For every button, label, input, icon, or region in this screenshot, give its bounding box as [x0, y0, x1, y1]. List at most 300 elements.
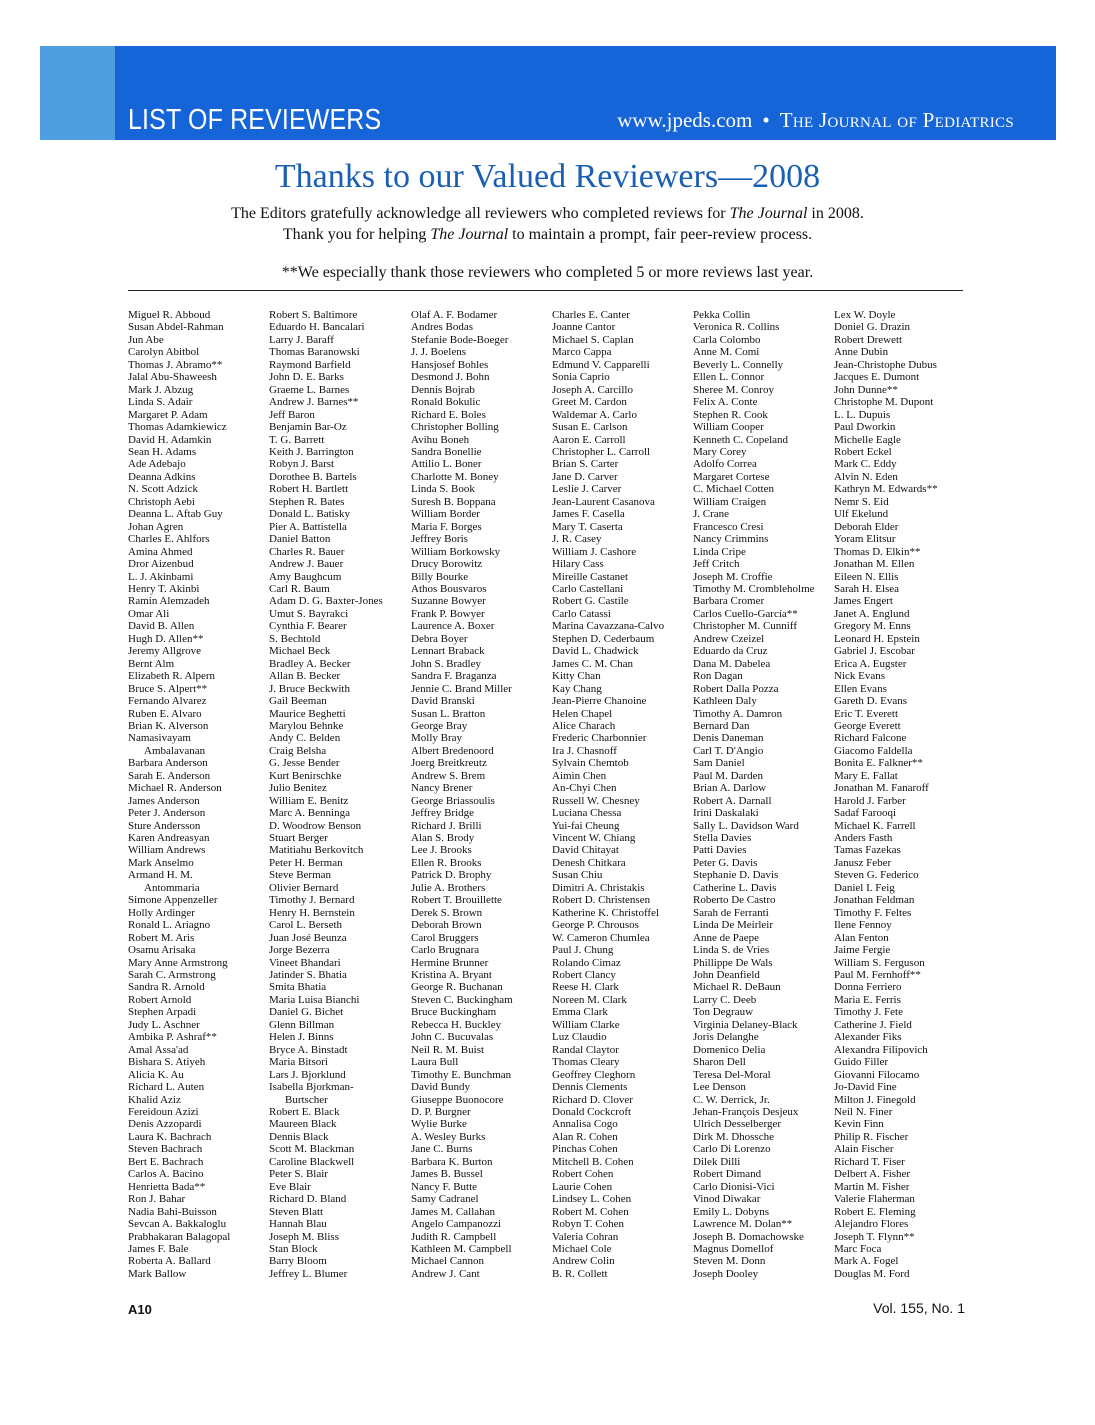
reviewer-name: Sandra Bonellie: [411, 445, 482, 458]
reviewer-name: Jo-David Fine: [834, 1081, 897, 1094]
reviewer-name: Mark J. Abzug: [128, 383, 194, 396]
reviewer-name: Andrew S. Brem: [411, 769, 486, 782]
reviewer-name: Kathryn M. Edwards**: [834, 483, 938, 496]
reviewer-name: Eduardo H. Bancalari: [269, 321, 365, 334]
reviewer-name: Carla Colombo: [693, 333, 761, 346]
reviewer-name: George Everett: [834, 719, 901, 732]
reviewer-name: J. Bruce Beckwith: [269, 682, 350, 695]
reviewer-name: Osamu Arisaka: [128, 944, 196, 957]
reviewer-name: Maureen Black: [269, 1118, 337, 1131]
reviewer-name: Sarah C. Armstrong: [128, 969, 216, 982]
reviewer-name: Jean-Laurent Casanova: [552, 495, 655, 508]
website-link[interactable]: www.jpeds.com: [617, 108, 753, 132]
reviewer-name: Jalal Abu-Shaweesh: [128, 371, 217, 384]
reviewer-name: Laura K. Bachrach: [128, 1130, 212, 1143]
reviewer-name: Peter G. Davis: [693, 856, 758, 869]
reviewer-name: Denis Azzopardi: [128, 1118, 202, 1131]
reviewer-name: Robert M. Cohen: [552, 1205, 629, 1218]
reviewer-name: William J. Cashore: [552, 545, 637, 558]
reviewer-name: Benjamin Bar-Oz: [269, 421, 347, 434]
reviewer-name: Alan S. Brody: [411, 832, 475, 845]
reviewer-name: Barbara K. Burton: [411, 1155, 493, 1168]
reviewer-name: Annalisa Cogo: [552, 1118, 618, 1131]
reviewer-name: Allan B. Becker: [269, 670, 341, 683]
reviewer-name: Yui-fai Cheung: [552, 819, 620, 832]
reviewer-name: Timothy E. Bunchman: [411, 1068, 512, 1081]
reviewer-name: Sarah H. Elsea: [834, 582, 900, 595]
reviewer-name: Deborah Elder: [834, 520, 899, 533]
reviewer-name: Graeme L. Barnes: [269, 383, 350, 396]
reviewer-name: Ellen L. Connor: [693, 371, 765, 384]
reviewer-name: Donald L. Batisky: [269, 508, 350, 521]
reviewer-name: Sarah E. Anderson: [128, 769, 211, 782]
reviewer-name: Stephen Arpadi: [128, 1006, 197, 1019]
reviewer-name: Mitchell B. Cohen: [552, 1155, 634, 1168]
reviewer-name: Christopher Bolling: [411, 421, 499, 434]
reviewer-name: Lindsey L. Cohen: [552, 1193, 632, 1206]
reviewer-name: Carlos A. Bacino: [128, 1168, 204, 1181]
reviewer-name: Kathleen Daly: [693, 695, 757, 708]
reviewer-name: Antommaria: [144, 881, 200, 894]
reviewer-name: Rebecca H. Buckley: [411, 1018, 502, 1031]
reviewer-name: Christoph Aebi: [128, 495, 195, 508]
reviewer-name: Eve Blair: [269, 1180, 311, 1193]
reviewer-name: Adam D. G. Baxter-Jones: [269, 595, 383, 608]
reviewer-name: Russell W. Chesney: [552, 794, 640, 807]
reviewer-name: Alejandro Flores: [834, 1218, 909, 1231]
reviewer-name: Barbara Cromer: [693, 595, 765, 608]
reviewer-name: Jonathan Feldman: [834, 894, 915, 907]
reviewer-name: Geoffrey Cleghorn: [552, 1068, 636, 1081]
reviewer-name: Neil R. M. Buist: [411, 1043, 485, 1056]
reviewer-name: Philip R. Fischer: [834, 1130, 909, 1143]
reviewer-name: Anders Fasth: [834, 832, 893, 845]
reviewer-name: Randal Claytor: [552, 1043, 619, 1056]
reviewer-name: Martin M. Fisher: [834, 1180, 910, 1193]
reviewer-name: Christopher M. Cunniff: [693, 620, 797, 633]
reviewer-name: Alexandra Filipovich: [834, 1043, 928, 1056]
reviewer-name: Jean-Pierre Chanoine: [552, 695, 647, 708]
reviewer-name: Ira J. Chasnoff: [552, 744, 617, 757]
reviewer-name: Jatinder S. Bhatia: [269, 969, 347, 982]
reviewer-name: Virginia Delaney-Black: [693, 1018, 798, 1031]
reviewer-name: Harold J. Farber: [834, 794, 906, 807]
reviewer-name: Robert Clancy: [552, 969, 616, 982]
reviewer-name: Andres Bodas: [411, 321, 474, 334]
reviewer-name: Luz Claudio: [552, 1031, 607, 1044]
reviewer-name: Ulf Ekelund: [834, 508, 889, 521]
reviewer-name: Robert G. Castile: [552, 595, 629, 608]
reviewer-column-5: [693, 309, 838, 1280]
reviewer-name: Denesh Chitkara: [552, 856, 626, 869]
reviewer-name: Anne M. Comi: [693, 346, 760, 359]
reviewer-name: Richard D. Clover: [552, 1093, 633, 1106]
reviewer-name: Dror Aizenbud: [128, 558, 194, 571]
reviewer-name: Samy Cadranel: [411, 1193, 479, 1206]
reviewer-name: Julie A. Brothers: [411, 881, 486, 894]
reviewer-name: Timothy A. Damron: [693, 707, 783, 720]
reviewer-name: Richard T. Fiser: [834, 1155, 905, 1168]
reviewer-name: Scott M. Blackman: [269, 1143, 355, 1156]
reviewer-name: Ron Dagan: [693, 670, 743, 683]
reviewer-name: J. R. Casey: [552, 533, 602, 546]
reviewer-name: Noreen M. Clark: [552, 993, 627, 1006]
reviewer-name: Deanna L. Aftab Guy: [128, 508, 223, 521]
reviewer-name: Dennis Black: [269, 1130, 329, 1143]
reviewer-name: Carl R. Baum: [269, 582, 330, 595]
reviewer-name: Charlotte M. Boney: [411, 470, 499, 483]
reviewer-name: Mary Corey: [693, 445, 747, 458]
reviewer-name: Steven C. Buckingham: [411, 993, 513, 1006]
header-tab-accent: [40, 46, 115, 140]
reviewer-name: Andrew J. Bauer: [269, 558, 344, 571]
reviewer-name: Linda S. de Vries: [693, 944, 770, 957]
reviewer-name: George R. Buchanan: [411, 981, 503, 994]
reviewer-name: Andy C. Belden: [269, 732, 341, 745]
reviewer-name: Avihu Boneh: [411, 433, 470, 446]
reviewer-name: Sonia Caprio: [552, 371, 610, 384]
reviewer-name: Donna Ferriero: [834, 981, 902, 994]
reviewer-name: William Cooper: [693, 421, 764, 434]
reviewer-name: George P. Chrousos: [552, 919, 639, 932]
reviewer-name: Pier A. Battistella: [269, 520, 347, 533]
reviewer-name: Namasivayam: [128, 732, 191, 745]
reviewer-name: Phillippe De Wals: [693, 956, 773, 969]
reviewer-name: Deborah Brown: [411, 919, 482, 932]
reviewer-name: Larry J. Baraff: [269, 333, 334, 346]
reviewer-name: Sally L. Davidson Ward: [693, 819, 799, 832]
reviewer-name: Christopher L. Carroll: [552, 445, 651, 458]
reviewer-name: James B. Bussel: [411, 1168, 483, 1181]
reviewer-name: Ellen Evans: [834, 682, 887, 695]
reviewer-name: Hilary Cass: [552, 558, 604, 571]
reviewer-name: Pekka Collin: [693, 309, 751, 321]
reviewer-name: Charles E. Canter: [552, 309, 630, 321]
reviewer-name: Laurence A. Boxer: [411, 620, 495, 633]
reviewer-name: Sean H. Adams: [128, 445, 197, 458]
reviewer-name: David Branski: [411, 695, 475, 708]
reviewer-name: Ron J. Bahar: [128, 1193, 186, 1206]
reviewer-name: Gabriel J. Escobar: [834, 645, 915, 658]
reviewer-name: L. J. Akinbami: [128, 570, 194, 583]
reviewer-name: Richard D. Bland: [269, 1193, 347, 1206]
reviewer-name: Felix A. Conte: [693, 396, 758, 409]
reviewer-name: Michael K. Farrell: [834, 819, 916, 832]
reviewer-name: Aimin Chen: [552, 769, 607, 782]
reviewer-name: Alvin N. Eden: [834, 470, 898, 483]
reviewer-name: Michael Beck: [269, 645, 331, 658]
reviewer-name: Robert E. Fleming: [834, 1205, 916, 1218]
reviewer-name: Sylvain Chemtob: [552, 757, 629, 770]
reviewer-name: Michael R. Anderson: [128, 782, 222, 795]
reviewer-name: Derek S. Brown: [411, 906, 483, 919]
reviewer-name: Julio Benitez: [269, 782, 327, 795]
reviewer-name: Dana M. Dabelea: [693, 657, 771, 670]
reviewer-name: Douglas M. Ford: [834, 1267, 910, 1280]
reviewer-name: Mary E. Fallat: [834, 769, 898, 782]
reviewer-name: Smita Bhatia: [269, 981, 327, 994]
reviewer-name: Andrew J. Cant: [411, 1267, 480, 1280]
reviewer-name: Jeff Critch: [693, 558, 740, 571]
reviewer-name: Peter S. Blair: [269, 1168, 328, 1181]
reviewer-name: Margaret P. Adam: [128, 408, 208, 421]
reviewer-name: Debra Boyer: [411, 632, 468, 645]
reviewer-name: Greet M. Cardon: [552, 396, 627, 409]
reviewer-name: Maria E. Ferris: [834, 993, 901, 1006]
reviewer-name: Lee J. Brooks: [411, 844, 472, 857]
reviewer-name: Thomas J. Abramo**: [128, 358, 223, 371]
reviewer-name: Kay Chang: [552, 682, 602, 695]
reviewer-name: C. W. Derrick, Jr.: [693, 1093, 770, 1106]
separator-dot: •: [762, 108, 770, 132]
reviewer-name: Tamas Fazekas: [834, 844, 901, 857]
reviewer-name: Giovanni Filocamo: [834, 1068, 920, 1081]
reviewer-name: William Andrews: [128, 844, 206, 857]
reviewer-name: John Deanfield: [693, 969, 760, 982]
reviewer-name: Richard Falcone: [834, 732, 907, 745]
reviewer-name: Stefanie Bode-Boeger: [411, 333, 509, 346]
reviewer-name: Edmund V. Capparelli: [552, 358, 650, 371]
reviewer-name: Magnus Domellof: [693, 1242, 774, 1255]
reviewer-name: Jane D. Carver: [552, 470, 618, 483]
reviewer-name: Mark C. Eddy: [834, 458, 897, 471]
reviewer-name: James F. Casella: [552, 508, 625, 521]
reviewer-name: Stephen R. Cook: [693, 408, 768, 421]
reviewer-name: David Bundy: [411, 1081, 470, 1094]
reviewer-name: Joerg Breitkreutz: [411, 757, 487, 770]
reviewer-name: Charles R. Bauer: [269, 545, 345, 558]
reviewer-name: Henry T. Akinbi: [128, 582, 200, 595]
reviewer-name: Marco Cappa: [552, 346, 612, 359]
reviewer-name: Albert Bredenoord: [411, 744, 494, 757]
reviewer-name: Pinchas Cohen: [552, 1143, 618, 1156]
reviewer-name: Bruce S. Alpert**: [128, 682, 208, 695]
reviewer-name: Ambalavanan: [144, 744, 206, 757]
reviewer-name: Carolyn Abitbol: [128, 346, 200, 359]
reviewer-name: William Clarke: [552, 1018, 620, 1031]
reviewer-name: Ronald Bokulic: [411, 396, 481, 409]
reviewer-name: Carlos Cuello-García**: [693, 607, 798, 620]
reviewer-name: Robert H. Bartlett: [269, 483, 349, 496]
reviewer-name: Stephen R. Bates: [269, 495, 345, 508]
reviewer-name: Lee Denson: [693, 1081, 746, 1094]
reviewer-name: Mireille Castanet: [552, 570, 629, 583]
reviewer-name: Nemr S. Eid: [834, 495, 889, 508]
reviewer-name: Thomas Baranowski: [269, 346, 360, 359]
reviewer-name: Nancy F. Butte: [411, 1180, 478, 1193]
reviewer-name: Omar Ali: [128, 607, 170, 620]
reviewer-name: Joseph M. Bliss: [269, 1230, 339, 1243]
header-journal-info: [617, 108, 1014, 133]
reviewer-name: Caroline Blackwell: [269, 1155, 355, 1168]
reviewer-name: Wylie Burke: [411, 1118, 467, 1131]
reviewer-name: Olivier Bernard: [269, 881, 339, 894]
reviewer-name: Carlo Brugnara: [411, 944, 480, 957]
reviewer-column-1: [128, 309, 273, 1280]
reviewer-name: Domenico Delia: [693, 1043, 766, 1056]
reviewer-name: John C. Bucuvalas: [411, 1031, 494, 1044]
reviewer-name: Larry C. Deeb: [693, 993, 757, 1006]
reviewer-name: Hermine Brunner: [411, 956, 489, 969]
reviewer-name: Sture Andersson: [128, 819, 201, 832]
reviewer-name: Maria Luisa Bianchi: [269, 993, 360, 1006]
reviewer-name: Milton J. Finegold: [834, 1093, 916, 1106]
reviewer-name: Emily L. Dobyns: [693, 1205, 770, 1218]
section-label: LIST OF REVIEWERS: [128, 104, 382, 136]
reviewer-name: Giuseppe Buonocore: [411, 1093, 504, 1106]
reviewer-name: William Border: [411, 508, 480, 521]
reviewer-name: Jonathan M. Ellen: [834, 558, 915, 571]
reviewer-name: Alan R. Cohen: [552, 1130, 618, 1143]
reviewer-name: Vinod Diwakar: [693, 1193, 761, 1206]
reviewer-name: Bishara S. Atiyeh: [128, 1056, 206, 1069]
reviewer-name: Janusz Feber: [834, 856, 892, 869]
reviewer-name: Peter J. Anderson: [128, 807, 206, 820]
reviewer-name: C. Michael Cotten: [693, 483, 774, 496]
reviewer-name: Raymond Barfield: [269, 358, 351, 371]
reviewer-name: Kathleen M. Campbell: [411, 1242, 512, 1255]
reviewer-name: Michael Cole: [552, 1242, 612, 1255]
reviewer-name: Joris Delanghe: [693, 1031, 759, 1044]
reviewer-name: Robert Drewett: [834, 333, 903, 346]
reviewer-name: Sam Daniel: [693, 757, 745, 770]
reviewer-name: Robert T. Brouillette: [411, 894, 502, 907]
reviewer-name: Timothy J. Fete: [834, 1006, 903, 1019]
reviewer-name: Michael S. Caplan: [552, 333, 634, 346]
reviewer-name: Frederic Charbonnier: [552, 732, 647, 745]
reviewer-name: Burtscher: [285, 1093, 328, 1106]
reviewer-name: Laurie Cohen: [552, 1180, 613, 1193]
reviewer-name: Anne Dubin: [834, 346, 889, 359]
reviewer-name: Catherine L. Davis: [693, 881, 777, 894]
reviewer-name: Carlo Dionisi-Vici: [693, 1180, 775, 1193]
reviewer-name: Attilio L. Boner: [411, 458, 482, 471]
reviewer-name: Robert Dalla Pozza: [693, 682, 779, 695]
reviewer-name: Barry Bloom: [269, 1255, 327, 1268]
reviewer-name: T. G. Barrett: [269, 433, 325, 446]
reviewer-name: Roberto De Castro: [693, 894, 776, 907]
reviewer-name: Michael Cannon: [411, 1255, 485, 1268]
reviewer-name: Karen Andreasyan: [128, 832, 210, 845]
reviewer-name: D. Woodrow Benson: [269, 819, 362, 832]
reviewer-name: N. Scott Adzick: [128, 483, 198, 496]
reviewer-name: Marc Foca: [834, 1242, 882, 1255]
reviewer-name: Bernard Dan: [693, 719, 750, 732]
reviewer-name: Robyn T. Cohen: [552, 1218, 625, 1231]
reviewer-name: William Craigen: [693, 495, 767, 508]
reviewer-name: Judy L. Aschner: [128, 1018, 200, 1031]
reviewer-name: Gregory M. Enns: [834, 620, 911, 633]
reviewer-name: Linda De Meirleir: [693, 919, 774, 932]
reviewer-name: Ulrich Desselberger: [693, 1118, 782, 1131]
reviewer-name: Kristina A. Bryant: [411, 969, 492, 982]
reviewer-name: Hugh D. Allen**: [128, 632, 204, 645]
reviewer-name: Billy Bourke: [411, 570, 469, 583]
reviewer-name: Leonard H. Epstein: [834, 632, 920, 645]
reviewer-name: Dimitri A. Christakis: [552, 881, 645, 894]
reviewer-name: Delbert A. Fisher: [834, 1168, 911, 1181]
reviewer-name: Dennis Bojrab: [411, 383, 475, 396]
reviewer-name: Holly Ardinger: [128, 906, 195, 919]
reviewer-name: David L. Chadwick: [552, 645, 639, 658]
reviewer-name: Ellen R. Brooks: [411, 856, 482, 869]
reviewer-name: Vincent W. Chiang: [552, 832, 636, 845]
reviewer-name: Ade Adebajo: [128, 458, 186, 471]
reviewer-name: Sadaf Farooqi: [834, 807, 897, 820]
reviewer-name: Helen J. Binns: [269, 1031, 334, 1044]
intro-line-1: The Editors gratefully acknowledge all reviewers who completed reviews for The Journal in 2008.: [231, 205, 864, 222]
reviewer-name: D. P. Burgner: [411, 1106, 471, 1118]
reviewer-name: Reese H. Clark: [552, 981, 619, 994]
reviewer-name: Catherine J. Field: [834, 1018, 912, 1031]
reviewer-name: Robert Arnold: [128, 993, 192, 1006]
reviewer-name: Veronica R. Collins: [693, 321, 780, 334]
reviewer-name: James C. M. Chan: [552, 657, 633, 670]
reviewer-name: Kenneth C. Copeland: [693, 433, 789, 446]
reviewer-name: Jennie C. Brand Miller: [411, 682, 512, 695]
reviewer-name: J. J. Boelens: [411, 346, 466, 359]
reviewer-name: Valerie Flaherman: [834, 1193, 915, 1206]
reviewer-name: Lars J. Bjorklund: [269, 1068, 346, 1081]
reviewer-name: Fereidoun Azizi: [128, 1106, 199, 1118]
page-number: A10: [128, 1302, 152, 1317]
reviewer-name: Steve Berman: [269, 869, 332, 882]
reviewer-name: Susan Chiu: [552, 869, 603, 882]
reviewer-name: Dennis Clements: [552, 1081, 628, 1094]
reviewer-name: Keith J. Barrington: [269, 445, 354, 458]
intro-note: **We especially thank those reviewers who completed 5 or more reviews last year.: [281, 264, 814, 281]
reviewer-name: Carlo Castellani: [552, 582, 624, 595]
reviewer-name: Ruben E. Alvaro: [128, 707, 202, 720]
reviewer-name: Timothy F. Feltes: [834, 906, 912, 919]
reviewer-name: Guido Filler: [834, 1056, 889, 1069]
reviewer-name: Kevin Finn: [834, 1118, 884, 1131]
reviewer-name: Daniel I. Feig: [834, 881, 895, 894]
reviewer-name: Susan L. Bratton: [411, 707, 486, 720]
reviewer-name: Prabhakaran Balagopal: [128, 1230, 231, 1243]
reviewer-name: William S. Ferguson: [834, 956, 925, 969]
reviewer-name: Elizabeth R. Alpern: [128, 670, 216, 683]
reviewer-name: Drucy Borowitz: [411, 558, 483, 571]
reviewer-name: Ilene Fennoy: [834, 919, 892, 932]
reviewer-name: Beverly L. Connelly: [693, 358, 784, 371]
reviewer-name: Lex W. Doyle: [834, 309, 896, 321]
reviewer-name: Thomas Cleary: [552, 1056, 620, 1069]
reviewer-name: Bryce A. Binstadt: [269, 1043, 348, 1056]
reviewer-name: Armand H. M.: [128, 869, 193, 882]
reviewer-name: David B. Allen: [128, 620, 195, 633]
reviewer-name: Patti Davies: [693, 844, 747, 857]
reviewer-name: Irini Daskalaki: [693, 807, 759, 820]
reviewer-name: Linda S. Adair: [128, 396, 193, 409]
reviewer-name: Alan Fenton: [834, 931, 889, 944]
reviewer-name: Robert Dimand: [693, 1168, 762, 1181]
intro-line-2: Thank you for helping The Journal to maintain a prompt, fair peer-review process.: [282, 226, 813, 243]
reviewer-name: Isabella Bjorkman-: [269, 1081, 354, 1094]
reviewer-name: Jeffrey Bridge: [411, 807, 475, 820]
reviewer-name: Emma Clark: [552, 1006, 608, 1019]
reviewer-name: Dilek Dilli: [693, 1155, 741, 1168]
reviewer-name: Desmond J. Bohn: [411, 371, 490, 384]
reviewer-name: George Bray: [411, 719, 468, 732]
reviewer-name: Fernando Alvarez: [128, 695, 207, 708]
reviewer-name: Steven Blatt: [269, 1205, 324, 1218]
reviewer-name: J. Crane: [693, 508, 730, 521]
reviewer-name: Nadia Bahi-Buisson: [128, 1205, 217, 1218]
reviewer-name: Steven Bachrach: [128, 1143, 203, 1156]
reviewer-name: Jehan-François Desjeux: [693, 1106, 799, 1118]
reviewer-name: Linda Cripe: [693, 545, 746, 558]
